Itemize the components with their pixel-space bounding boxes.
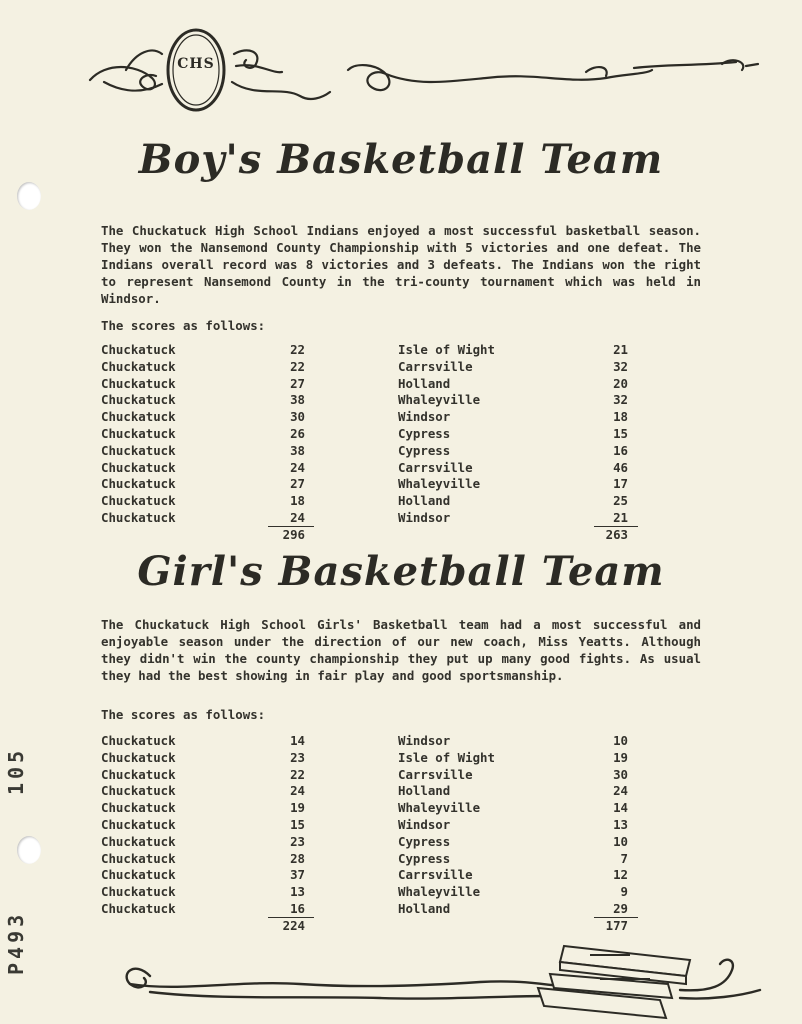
girls-score-column [250, 733, 305, 918]
opponent-score: 30 [613, 766, 628, 782]
opponent-score: 17 [613, 476, 628, 492]
team-name: Chuckatuck [101, 342, 176, 357]
opponent-score: 7 [620, 850, 628, 866]
team-name: Chuckatuck [101, 783, 176, 799]
opponent-name: Carrsville [398, 766, 473, 782]
boys-paragraph: The Chuckatuck High School Indians enjoyed a most successful basketball season. They won the Nansemond County Championship with 5 victories and one defeat. The Indians overall record was 8 victories and 3 defeats. The Indians won the right to represent Nansemond County in the tri-county tournament which was held in Windsor. [101, 223, 701, 306]
team-name: Chuckatuck [101, 509, 176, 525]
opponent-name: Cypress [398, 425, 451, 441]
boys-total: 296 [282, 527, 305, 542]
team-score: 38 [290, 442, 305, 458]
opponent-score: 15 [613, 425, 628, 441]
team-score: 26 [290, 425, 305, 441]
boys-title: Boy's Basketball Team [138, 136, 664, 183]
opponent-name: Carrsville [398, 358, 473, 374]
opponent-name: Carrsville [398, 867, 473, 883]
girls-title: Girl's Basketball Team [137, 548, 665, 595]
opponent-name: Whaleyville [398, 800, 481, 816]
team-name: Chuckatuck [101, 867, 176, 883]
opponent-score: 13 [613, 816, 628, 832]
boys-score-column [250, 342, 305, 527]
team-name: Chuckatuck [101, 884, 176, 900]
opponent-score: 25 [613, 493, 628, 509]
team-score: 27 [290, 476, 305, 492]
opponent-name: Holland [398, 493, 451, 509]
girls-opp-total: 177 [605, 918, 628, 933]
monogram: CHS [177, 56, 215, 72]
girls-team-column [101, 733, 221, 918]
footer-ornament [120, 940, 770, 1024]
team-score: 22 [290, 766, 305, 782]
boys-opp-score-column [580, 342, 628, 527]
boys-scores-label: The scores as follows: [101, 318, 266, 333]
team-name: Chuckatuck [101, 493, 176, 509]
opponent-name: Cypress [398, 833, 451, 849]
side-page-number: 105 [4, 746, 28, 795]
team-name: Chuckatuck [101, 459, 176, 475]
opponent-name: Holland [398, 783, 451, 799]
girls-total: 224 [282, 918, 305, 933]
team-score: 22 [290, 358, 305, 374]
opponent-name: Whaleyville [398, 476, 481, 492]
girls-opponent-column [398, 733, 548, 918]
team-score: 15 [290, 816, 305, 832]
boys-team-column [101, 342, 221, 527]
opponent-score: 18 [613, 409, 628, 425]
opponent-score: 20 [613, 375, 628, 391]
opponent-score: 14 [613, 800, 628, 816]
opponent-score: 12 [613, 867, 628, 883]
opponent-name: Cypress [398, 850, 451, 866]
girls-paragraph: The Chuckatuck High School Girls' Basketball team had a most successful and enjoyable season under the direction of our new coach, Miss Yeatts. Although they didn't win the county championship they put up many good fights. As usual they had the best showing in fair play and good sportsmanship. [101, 617, 701, 683]
team-score: 37 [290, 867, 305, 883]
team-score: 27 [290, 375, 305, 391]
team-score: 13 [290, 884, 305, 900]
team-score: 30 [290, 409, 305, 425]
opponent-name: Isle of Wight [398, 342, 495, 357]
boys-opp-total: 263 [605, 527, 628, 542]
opponent-name: Windsor [398, 509, 451, 525]
opponent-name: Isle of Wight [398, 749, 495, 765]
opponent-score: 32 [613, 392, 628, 408]
opponent-score: 16 [613, 442, 628, 458]
team-score: 23 [290, 749, 305, 765]
team-name: Chuckatuck [101, 392, 176, 408]
team-score: 24 [290, 783, 305, 799]
team-score: 24 [290, 509, 305, 525]
team-score: 24 [290, 459, 305, 475]
team-score: 18 [290, 493, 305, 509]
opponent-score: 46 [613, 459, 628, 475]
girls-scores-label: The scores as follows: [101, 707, 266, 722]
team-score: 38 [290, 392, 305, 408]
opponent-score: 21 [613, 342, 628, 357]
opponent-name: Holland [398, 900, 451, 916]
team-name: Chuckatuck [101, 476, 176, 492]
team-score: 19 [290, 800, 305, 816]
opponent-score: 9 [620, 884, 628, 900]
binder-hole [17, 836, 41, 864]
team-score: 23 [290, 833, 305, 849]
team-name: Chuckatuck [101, 800, 176, 816]
team-name: Chuckatuck [101, 409, 176, 425]
team-name: Chuckatuck [101, 900, 176, 916]
team-score: 14 [290, 733, 305, 748]
opponent-name: Windsor [398, 733, 451, 748]
team-name: Chuckatuck [101, 425, 176, 441]
opponent-score: 29 [613, 900, 628, 916]
opponent-name: Holland [398, 375, 451, 391]
opponent-score: 10 [613, 833, 628, 849]
boys-opponent-column [398, 342, 548, 527]
opponent-name: Carrsville [398, 459, 473, 475]
team-name: Chuckatuck [101, 816, 176, 832]
team-name: Chuckatuck [101, 733, 176, 748]
team-score: 16 [290, 900, 305, 916]
team-name: Chuckatuck [101, 766, 176, 782]
team-name: Chuckatuck [101, 833, 176, 849]
team-name: Chuckatuck [101, 358, 176, 374]
opponent-score: 32 [613, 358, 628, 374]
team-name: Chuckatuck [101, 375, 176, 391]
side-code: P493 [4, 910, 28, 975]
girls-opp-score-column [580, 733, 628, 918]
opponent-score: 19 [613, 749, 628, 765]
opponent-name: Cypress [398, 442, 451, 458]
opponent-score: 24 [613, 783, 628, 799]
binder-hole [17, 182, 41, 210]
opponent-score: 21 [613, 509, 628, 525]
opponent-name: Whaleyville [398, 884, 481, 900]
team-score: 28 [290, 850, 305, 866]
team-name: Chuckatuck [101, 749, 176, 765]
opponent-name: Whaleyville [398, 392, 481, 408]
opponent-score: 10 [613, 733, 628, 748]
opponent-name: Windsor [398, 409, 451, 425]
team-score: 22 [290, 342, 305, 357]
team-name: Chuckatuck [101, 442, 176, 458]
opponent-name: Windsor [398, 816, 451, 832]
header-ornament [86, 22, 766, 122]
team-name: Chuckatuck [101, 850, 176, 866]
